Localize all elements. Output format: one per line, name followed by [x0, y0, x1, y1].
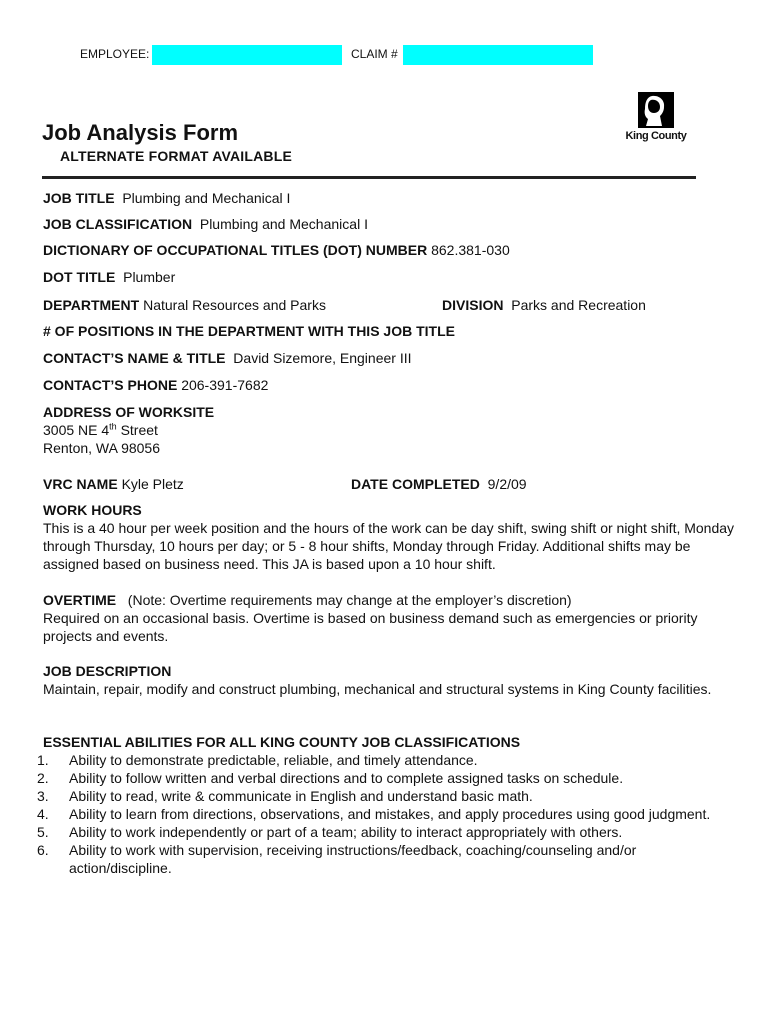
job-class-value: Plumbing and Mechanical I: [199, 216, 368, 232]
positions-label: # OF POSITIONS IN THE DEPARTMENT WITH THIS JOB TITLE: [43, 323, 455, 339]
abilities-heading: ESSENTIAL ABILITIES FOR ALL KING COUNTY JOB CLASSIFICATIONS: [43, 734, 521, 750]
mlk-silhouette-icon: [638, 92, 674, 128]
vrc-label: VRC NAME: [43, 476, 118, 492]
division-label: DIVISION: [442, 297, 504, 313]
date-label: DATE COMPLETED: [351, 476, 480, 492]
job-title-row: [43, 190, 290, 206]
date-value: 9/2/09: [487, 476, 527, 492]
list-item: 1. Ability to demonstrate predictable, reliable, and timely attendance.: [37, 752, 478, 768]
vrc-row: [43, 476, 184, 492]
contact-name-value: David Sizemore, Engineer III: [233, 350, 412, 366]
dot-number-value: 862.381-030: [431, 242, 510, 258]
vrc-value: Kyle Pletz: [121, 476, 184, 492]
overtime-section: [43, 591, 723, 645]
contact-name-row: [43, 350, 412, 366]
claim-label: CLAIM #: [351, 47, 398, 61]
department-value: Natural Resources and Parks: [143, 297, 326, 313]
contact-name-label: CONTACT’S NAME & TITLE: [43, 350, 226, 366]
overtime-note: (Note: Overtime requirements may change at the employer’s discretion): [127, 592, 572, 608]
contact-phone-row: [43, 377, 268, 393]
address-label: ADDRESS OF WORKSITE: [43, 404, 215, 420]
dot-title-label: DOT TITLE: [43, 269, 116, 285]
date-row: [351, 476, 527, 492]
work-hours-heading: WORK HOURS: [43, 502, 142, 518]
dot-number-label: DICTIONARY OF OCCUPATIONAL TITLES (DOT) NUMBER: [43, 242, 428, 258]
overtime-heading: OVERTIME: [43, 592, 117, 608]
contact-phone-value: 206-391-7682: [181, 377, 269, 393]
department-row: [43, 297, 326, 313]
list-item: 6. Ability to work with supervision, receiving instructions/feedback, coaching/counseling and/or action/discipline.: [37, 842, 637, 876]
dot-number-row: [43, 242, 510, 258]
work-hours-text: This is a 40 hour per week position and the hours of the work can be day shift, swing shift or night shift, Monday through Thursday, 10 hours per day; or 5 - 8 hour shifts, Monday through Friday. Additional shifts may be assigned based on business need. This JA is based upon a 10 hour shift.: [43, 520, 735, 572]
list-item: 3. Ability to read, write & communicate in English and understand basic math.: [37, 788, 533, 804]
address-street: 3005 NE 4th Street: [43, 421, 158, 438]
dot-title-value: Plumber: [123, 269, 176, 285]
employee-redaction: [152, 45, 342, 65]
form-subtitle: ALTERNATE FORMAT AVAILABLE: [60, 148, 293, 164]
contact-phone-label: CONTACT’S PHONE: [43, 377, 178, 393]
form-title: Job Analysis Form: [42, 120, 239, 145]
abilities-list: [37, 751, 713, 877]
job-class-row: [43, 216, 368, 232]
list-item: 4. Ability to learn from directions, observations, and mistakes, and apply procedures using good judgment.: [37, 806, 711, 822]
job-description-heading: JOB DESCRIPTION: [43, 663, 172, 679]
job-title-value: Plumbing and Mechanical I: [122, 190, 291, 206]
division-row: [442, 297, 646, 313]
department-label: DEPARTMENT: [43, 297, 140, 313]
division-value: Parks and Recreation: [511, 297, 646, 313]
dot-title-row: [43, 269, 175, 285]
job-description-section: [43, 662, 723, 698]
abilities-section: [37, 733, 713, 877]
job-class-label: JOB CLASSIFICATION: [43, 216, 193, 232]
address-city: Renton, WA 98056: [43, 440, 161, 456]
job-description-text: Maintain, repair, modify and construct plumbing, mechanical and structural systems in King County facilities.: [43, 681, 712, 697]
work-hours-section: [43, 501, 743, 573]
overtime-text: Required on an occasional basis. Overtime is based on business demand such as emergencies or priority projects and events.: [43, 610, 698, 644]
list-item: 5. Ability to work independently or part of a team; ability to interact appropriately with others.: [37, 824, 623, 840]
job-title-label: JOB TITLE: [43, 190, 115, 206]
header-rule: [42, 176, 696, 179]
king-county-logo: [620, 92, 692, 142]
logo-text: King County: [625, 130, 687, 142]
address-block: [43, 403, 214, 457]
employee-label: EMPLOYEE:: [80, 47, 150, 61]
list-item: 2. Ability to follow written and verbal directions and to complete assigned tasks on schedule.: [37, 770, 624, 786]
claim-redaction: [403, 45, 593, 65]
